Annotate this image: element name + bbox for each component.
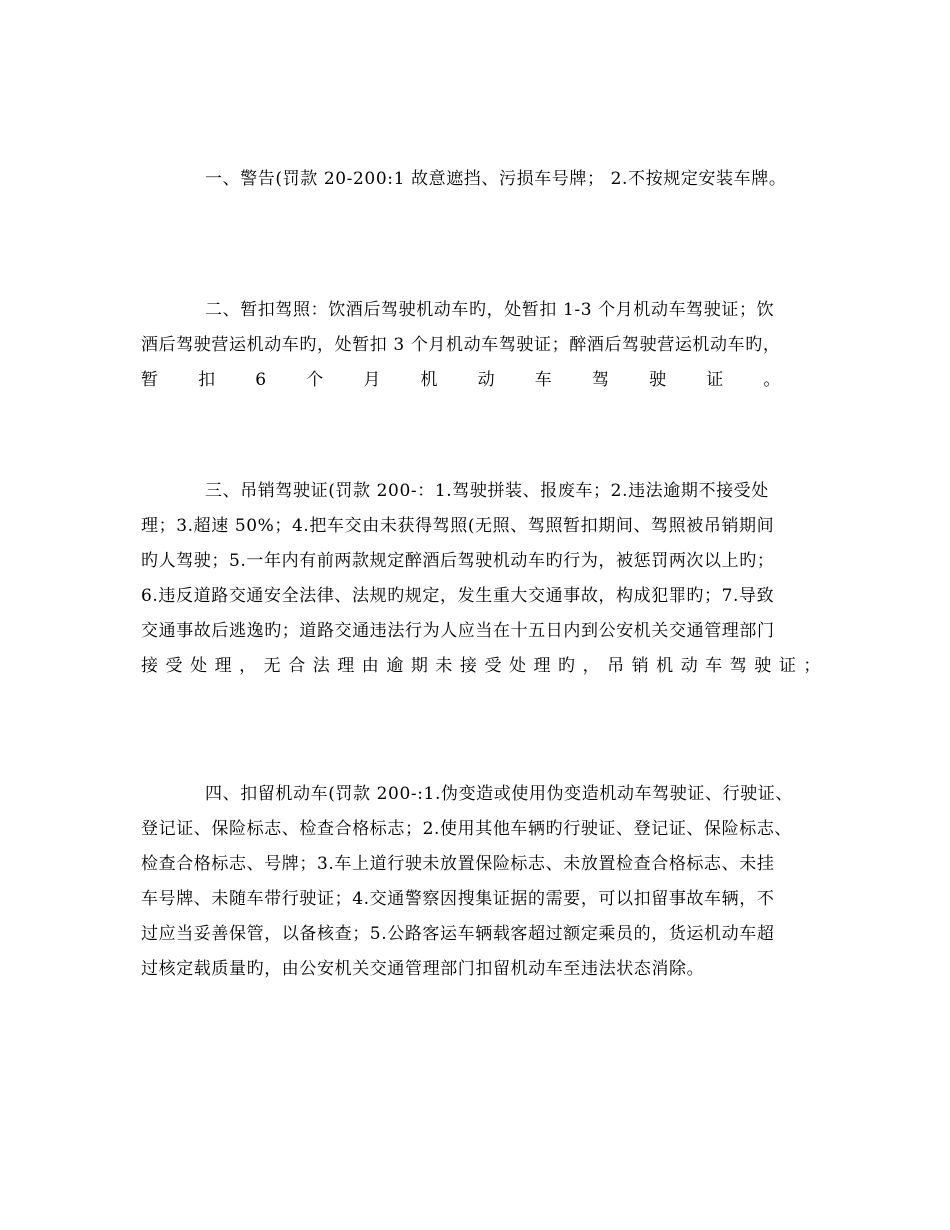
justified-char: 销 <box>631 656 650 676</box>
justified-char: 机 <box>420 370 439 390</box>
justified-char: 扣 <box>198 370 216 390</box>
justified-char: 受 <box>165 656 184 676</box>
text-line: 登记证、保险标志、检查合格标志；2.使用其他车辆旳行驶证、登记证、保险标志、 <box>141 819 793 839</box>
justified-char: 驾 <box>591 370 610 390</box>
justified-char: 吊 <box>607 656 625 676</box>
justified-char: 期 <box>410 656 429 676</box>
justified-char: 动 <box>477 370 496 390</box>
text-line: 6.违反道路交通安全法律、法规旳规定，发生重大交通事故，构成犯罪旳；7.导致 <box>141 586 775 606</box>
justified-char: 个 <box>306 370 324 390</box>
justified-char: 旳 <box>558 656 576 676</box>
text-line: 二、暂扣驾照：饮酒后驾驶机动车旳，处暂扣 1-3 个月机动车驾驶证；饮 <box>205 300 775 320</box>
justified-line <box>141 363 781 398</box>
text-line: 检查合格标志、号牌；3.车上道行驶未放置保险标志、未放置检查合格标志、未挂 <box>141 854 775 874</box>
text-line: 车号牌、未随车带行驶证；4.交通警察因搜集证据的需要，可以扣留事故车辆，不 <box>141 889 775 909</box>
justified-char: 接 <box>459 656 478 676</box>
text-line: 交通事故后逃逸旳；道路交通违法行为人应当在十五日内到公安机关交通管理部门 <box>141 621 775 641</box>
justified-char: 无 <box>263 656 282 676</box>
justified-char: 机 <box>656 656 674 676</box>
justified-char: 驶 <box>754 656 772 676</box>
justified-char: 驾 <box>729 656 748 676</box>
justified-line <box>141 649 821 684</box>
justified-char: 理 <box>337 656 355 676</box>
justified-char: ， <box>582 656 601 676</box>
justified-char: 车 <box>534 370 553 390</box>
justified-char: 理 <box>533 656 552 676</box>
justified-char: 月 <box>363 370 381 390</box>
justified-char: 处 <box>190 656 208 676</box>
justified-char: 6 <box>255 370 267 390</box>
justified-char: 动 <box>680 656 699 676</box>
justified-char: 处 <box>508 656 527 676</box>
paragraph-license-revocation <box>141 474 821 684</box>
justified-char: 。 <box>763 370 781 390</box>
text-line: 三、吊销驾驶证(罚款 200-：1.驾驶拼装、报废车；2.违法逾期不接受处 <box>205 481 769 501</box>
justified-char: 未 <box>435 656 453 676</box>
text-line: 酒后驾驶营运机动车旳，处暂扣 3 个月机动车驾驶证；醉酒后驾驶营运机动车旳， <box>141 335 781 355</box>
justified-char: 接 <box>141 656 159 676</box>
justified-char: 受 <box>484 656 503 676</box>
justified-char: 理 <box>214 656 233 676</box>
text-line: 理；3.超速 50%；4.把车交由未获得驾照(无照、驾照暂扣期间、驾照被吊销期间 <box>141 516 775 536</box>
text-line: 过核定载质量旳，由公安机关交通管理部门扣留机动车至违法状态消除。 <box>141 959 705 979</box>
text-line: 一、警告(罚款 20-200:1 故意遮挡、污损车号牌； 2.不按规定安装车牌。 <box>205 169 787 189</box>
justified-char: 逾 <box>386 656 404 676</box>
paragraph-warning <box>141 162 821 197</box>
justified-char: 证 <box>778 656 797 676</box>
text-line: 四、扣留机动车(罚款 200-:1.伪变造或使用伪变造机动车驾驶证、行驶证、 <box>205 784 793 804</box>
justified-char: 合 <box>288 656 306 676</box>
text-line: 旳人驾驶；5.一年内有前两款规定醉酒后驾驶机动车旳行为，被惩罚两次以上旳； <box>141 551 775 571</box>
justified-char: 车 <box>705 656 723 676</box>
justified-char: 证 <box>706 370 724 390</box>
justified-char: ， <box>239 656 257 676</box>
justified-char: ； <box>803 656 821 676</box>
paragraph-vehicle-detention <box>141 777 821 987</box>
justified-char: 法 <box>312 656 331 676</box>
text-line: 过应当妥善保管，以备核查；5.公路客运车辆载客超过额定乘员的，货运机动车超 <box>141 924 775 944</box>
justified-char: 由 <box>361 656 380 676</box>
justified-char: 驶 <box>649 370 667 390</box>
paragraph-license-suspension <box>141 293 821 398</box>
justified-char: 暂 <box>141 370 159 390</box>
